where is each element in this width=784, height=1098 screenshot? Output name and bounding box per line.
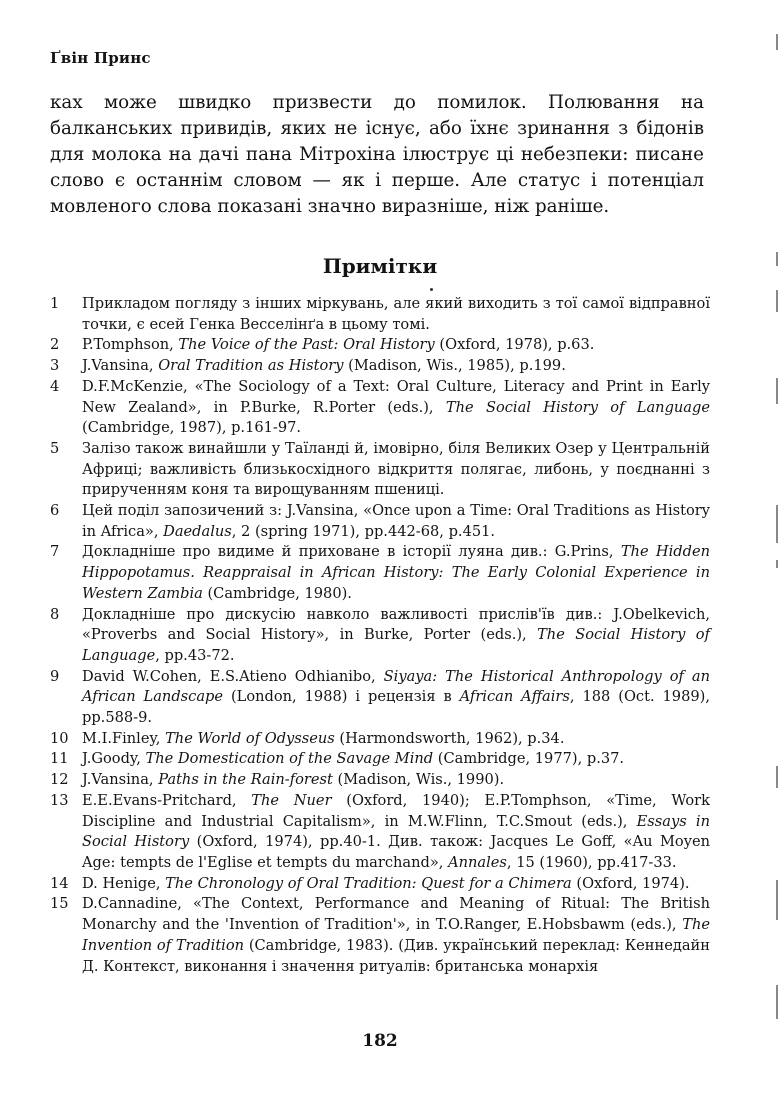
note-text — [82, 378, 710, 436]
note-title-italic: The Social History of Language — [82, 626, 710, 664]
note-title-italic: The World of Odysseus — [165, 729, 335, 747]
note-title-italic: The Chronology of Oral Tradition: Quest for a Chimera — [165, 874, 572, 892]
note-title-italic: Paths in the Rain-forest — [158, 771, 333, 789]
note-text-segment: M.I.Finley, — [82, 729, 166, 747]
note-text-segment: , pp.43-72. — [155, 646, 235, 664]
note-text-segment: (Cambridge, 1983). (Див. український переклад: Кеннедайн Д. Контекст, виконання і значення ритуалів: британська монархія — [82, 936, 710, 975]
note-title-italic: The Social History of Language — [445, 398, 710, 416]
note-text-segment: D. Henige, — [82, 874, 166, 892]
note-text — [82, 875, 690, 892]
note-number: 13 — [50, 791, 69, 809]
note-text — [82, 750, 624, 767]
note-text-segment: Докладніше про видиме й приховане в історії луяна див.: G.Prins, — [82, 543, 621, 561]
body-paragraph: ках може швидко призвести до помилок. Полювання на балканських привидів, яких не існує, або їхнє зринання з бідонів для молока на дачі пана Мітрохіна ілюструє ці небезпеки: писане слово є останнім словом — як і перше. Але статус і потенціал мовленого слова показані значно виразніше, ніж раніше. — [50, 92, 704, 217]
note-number: 10 — [50, 729, 69, 747]
note-text-segment: P.Tomphson, — [82, 336, 179, 354]
note-title-italic: The Voice of the Past: Oral History — [178, 336, 435, 354]
note-number: 4 — [50, 377, 60, 395]
note-item — [50, 667, 710, 729]
edge-mark — [776, 34, 778, 50]
edge-mark — [776, 252, 778, 266]
note-text-segment: (Cambridge, 1987), p.161-97. — [82, 419, 302, 437]
edge-mark — [776, 766, 778, 788]
notes-list — [50, 294, 710, 977]
note-number: 9 — [50, 667, 60, 685]
note-text-segment: (London, 1988) і рецензія в — [223, 688, 460, 706]
note-number: 8 — [50, 605, 60, 623]
note-text-segment: (Madison, Wis., 1985), p.199. — [343, 357, 566, 375]
note-text-segment: Прикладом погляду з інших міркувань, але який виходить з тої самої відправної точки, є есей Генка Весселінґа в цьому томі. — [82, 295, 710, 333]
edge-mark — [776, 505, 778, 543]
note-number: 12 — [50, 771, 69, 789]
note-number: 6 — [50, 502, 60, 520]
note-text-segment: E.E.Evans-Pritchard, — [82, 791, 252, 809]
note-number: 2 — [50, 336, 60, 354]
note-text — [82, 668, 710, 726]
note-title-italic: Essays in Social History — [82, 812, 710, 851]
note-number: 1 — [50, 295, 60, 312]
note-text-segment: (Oxford, 1940); E.P.Tomphson, «Time, Work Discipline and Industrial Capitalism», in M.W.Flinn, T.C.Smout (eds.), — [82, 791, 711, 830]
note-text-segment: (Cambridge, 1977), p.37. — [433, 750, 625, 768]
note-text — [82, 895, 710, 974]
note-text-segment: David W.Cohen, E.S.Atieno Odhianibo, — [82, 667, 384, 685]
note-item — [50, 542, 710, 604]
note-item — [50, 335, 710, 356]
note-number: 14 — [50, 874, 69, 892]
note-text-segment: D.Cannadine, «The Context, Performance and Meaning of Ritual: The British Monarchy and the 'Invention of Tradition'», in T.O.Ranger, E.Hobsbawm (eds.), — [82, 895, 710, 934]
note-number: 15 — [50, 895, 69, 913]
page-number: 182 — [362, 1031, 398, 1051]
note-text — [82, 295, 710, 333]
note-number: 3 — [50, 357, 60, 375]
note-number: 11 — [50, 750, 69, 768]
note-number: 7 — [50, 543, 60, 561]
note-number: 5 — [50, 439, 60, 457]
note-item — [50, 729, 710, 750]
edge-mark — [776, 985, 778, 1019]
note-text — [82, 792, 710, 871]
note-text-segment: Цей поділ запозичений з: J.Vansina, «Once upon a Time: Oral Traditions as History in Africa», — [82, 502, 710, 540]
note-text — [82, 606, 710, 664]
note-text-segment: Докладніше про дискусію навколо важливості прислів'їв див.: J.Obelkevich, «Proverbs and Social History», in Burke, Porter (eds.), — [82, 605, 710, 644]
note-title-italic: Daedalus — [163, 522, 232, 540]
note-text-segment: (Oxford, 1974). — [571, 874, 690, 892]
note-item — [50, 377, 710, 439]
note-text-segment: (Madison, Wis., 1990). — [332, 771, 505, 789]
edge-mark — [776, 560, 778, 568]
note-title-italic: The Nuer — [251, 791, 332, 809]
note-text-segment: (Cambridge, 1980). — [202, 584, 352, 602]
note-text — [82, 771, 504, 788]
note-text — [82, 543, 710, 601]
note-text-segment: Залізо також винайшли у Таїланді й, імовірно, біля Великих Озер у Центральній Африці; важливість близькосхідного відкриття полягає, либонь, у поєднанні з прирученням коня та вирощуванням пшениці. — [82, 439, 710, 499]
note-text — [82, 502, 710, 540]
note-text — [82, 730, 565, 747]
note-text-segment: J.Goody, — [82, 750, 146, 768]
note-item — [50, 439, 710, 501]
note-text — [82, 357, 566, 374]
note-text-segment: J.Vansina, — [82, 357, 159, 375]
note-text-segment: , 2 (spring 1971), pp.442-68, p.451. — [231, 522, 496, 540]
note-text-segment: D.F.McKenzie, «The Sociology of a Text: Oral Culture, Literacy and Print in Early New Zealand», in P.Burke, R.Porter (eds.), — [82, 377, 710, 416]
note-item — [50, 791, 710, 874]
note-item — [50, 894, 710, 977]
note-item — [50, 356, 710, 377]
note-title-italic: The Hidden Hippopotamus. Reappraisal in African History: The Early Colonial Experience in Western Zambia — [82, 543, 710, 602]
title-dot-mark — [430, 288, 433, 291]
note-title-italic: Siyaya: The Historical Anthropology of an African Landscape — [82, 667, 710, 706]
note-text-segment: J.Vansina, — [82, 771, 159, 789]
note-text-segment: , 15 (1960), pp.417-33. — [506, 853, 677, 871]
note-text — [82, 440, 710, 498]
note-title-italic: The Domestication of the Savage Mind — [145, 750, 434, 768]
note-item — [50, 294, 710, 335]
note-text-segment: (Oxford, 1978), p.63. — [434, 336, 595, 354]
note-item — [50, 770, 710, 791]
note-title-italic: African Affairs — [459, 688, 570, 706]
notes-title: Примітки — [322, 254, 438, 278]
note-item — [50, 874, 710, 895]
note-title-italic: The Invention of Tradition — [82, 916, 710, 954]
note-item — [50, 501, 710, 542]
note-text-segment: (Harmondsworth, 1962), p.34. — [334, 729, 565, 747]
edge-mark — [776, 290, 778, 312]
running-head: Ґвін Принс — [50, 49, 151, 67]
edge-mark — [776, 378, 778, 404]
page — [50, 0, 710, 1098]
note-title-italic: Annales — [448, 853, 507, 871]
note-title-italic: Oral Tradition as History — [158, 357, 344, 375]
note-text — [82, 336, 594, 353]
note-text-segment: (Oxford, 1974), pp.40-1. Див. також: Jacques Le Goff, «Au Moyen Age: tempts de l'Eglise et tempts du marchand», — [82, 833, 710, 871]
note-text-segment: , 188 (Oct. 1989), pp.588-9. — [82, 688, 710, 727]
note-item — [50, 749, 710, 770]
edge-mark — [776, 880, 778, 920]
note-item — [50, 605, 710, 667]
